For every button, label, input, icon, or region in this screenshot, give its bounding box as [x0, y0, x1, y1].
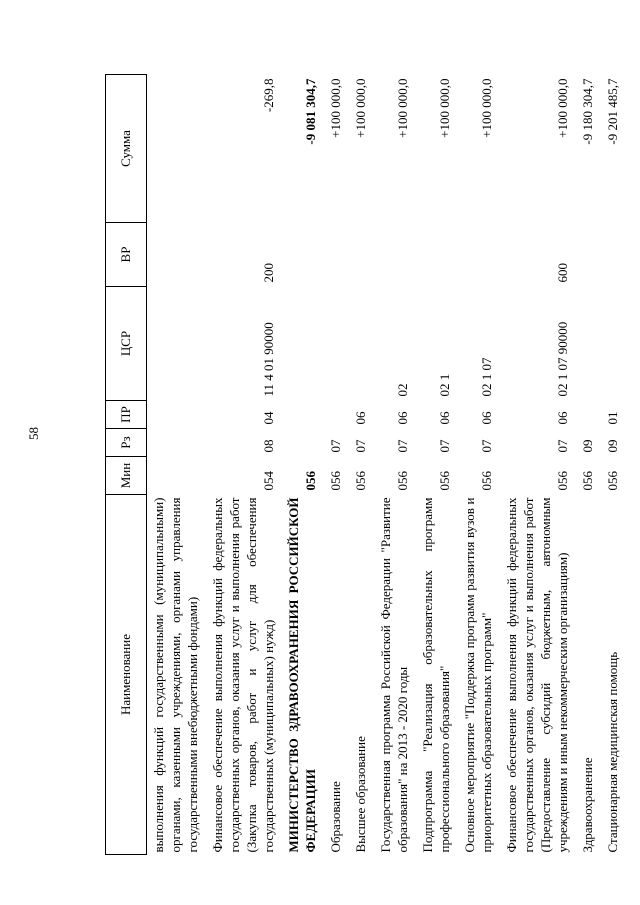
cell-vr: [282, 223, 324, 287]
cell-min: [147, 457, 207, 495]
cell-rz: 07: [437, 439, 452, 453]
rotated-page: [105, 75, 620, 855]
cell-rz: 09: [605, 439, 620, 453]
cell-csr: 02 1 07: [479, 357, 494, 397]
cell-sum: -9 180 304,7: [580, 78, 595, 145]
cell-rz: 07: [328, 439, 343, 453]
table-row: [282, 75, 324, 855]
table-row: [324, 75, 349, 855]
cell-pr: [147, 401, 207, 429]
cell-vr: [324, 223, 349, 287]
cell-pr: 06: [555, 411, 570, 425]
cell-pr: 06: [353, 411, 368, 425]
cell-min: 054: [261, 471, 276, 491]
cell-vr: [576, 223, 601, 287]
cell-rz: 09: [580, 439, 595, 453]
cell-sum: +100 000,0: [555, 78, 570, 138]
cell-name: Государственная программа Российской Федерации "Развитие образования" на 2013 - 2020 годы: [378, 497, 410, 853]
cell-sum: +100 000,0: [328, 78, 343, 138]
cell-min: 056: [395, 471, 410, 491]
cell-name: Образование: [328, 781, 343, 853]
cell-pr: 04: [261, 411, 276, 425]
cell-vr: 600: [555, 263, 570, 283]
cell-rz: 07: [395, 439, 410, 453]
cell-sum: [147, 75, 207, 223]
budget-table: [105, 74, 626, 855]
cell-name: Подпрограмма "Реализация образовательных программ профессионального образования": [420, 497, 452, 853]
cell-sum: -9 081 304,7: [303, 78, 318, 145]
cell-vr: [147, 223, 207, 287]
table-row: [601, 75, 626, 855]
cell-vr: [416, 223, 458, 287]
cell-csr: [576, 287, 601, 401]
cell-csr: 11 4 01 90000: [261, 322, 276, 397]
cell-vr: [458, 223, 500, 287]
cell-min: 056: [303, 471, 318, 491]
header-rz: Рз: [106, 429, 147, 457]
cell-sum: -269,8: [261, 78, 276, 113]
cell-vr: [349, 223, 374, 287]
cell-min: 056: [437, 471, 452, 491]
cell-csr: [349, 287, 374, 401]
cell-pr: [324, 401, 349, 429]
cell-min: 056: [580, 471, 595, 491]
cell-csr: 02 1 07 90000: [555, 321, 570, 397]
cell-pr: 06: [479, 411, 494, 425]
table-row: [576, 75, 601, 855]
cell-csr: 02 1: [437, 373, 452, 397]
cell-min: 056: [328, 471, 343, 491]
cell-pr: [282, 401, 324, 429]
cell-sum: +100 000,0: [353, 78, 368, 138]
cell-name: Здравоохранение: [580, 757, 595, 853]
cell-rz: 07: [555, 439, 570, 453]
cell-vr: 200: [261, 263, 276, 283]
table-row: [458, 75, 500, 855]
cell-name: Стационарная медицинская помощь: [605, 651, 620, 853]
cell-min: 056: [605, 471, 620, 491]
cell-rz: [282, 429, 324, 457]
cell-sum: +100 000,0: [395, 78, 410, 138]
header-vr: ВР: [106, 223, 147, 287]
table-row: [500, 75, 576, 855]
header-sum: Сумма: [106, 75, 147, 223]
cell-pr: [576, 401, 601, 429]
cell-vr: [601, 223, 626, 287]
cell-rz: 07: [479, 439, 494, 453]
cell-csr: [324, 287, 349, 401]
cell-min: 056: [353, 471, 368, 491]
cell-name: выполнения функций государственными (муниципальными) органами, казенными учреждениями, органами управления государственными внебюджетными фондами): [151, 497, 200, 853]
cell-name: Финансовое обеспечение выполнения функций федеральных государственных органов, оказания услуг и выполнения работ (Предоставление субсидий бюджетным, автономным учреждениям и иным некоммерческим организациям): [504, 497, 570, 853]
table-row: [206, 75, 282, 855]
header-pr: ПР: [106, 401, 147, 429]
cell-csr: [601, 287, 626, 401]
cell-rz: [147, 429, 207, 457]
cell-name: МИНИСТЕРСТВО ЗДРАВООХРАНЕНИЯ РОССИЙСКОЙ ФЕДЕРАЦИИ: [286, 497, 318, 853]
cell-sum: +100 000,0: [479, 78, 494, 138]
cell-vr: [374, 223, 416, 287]
table-body: [147, 75, 627, 855]
cell-pr: 06: [437, 411, 452, 425]
cell-sum: +100 000,0: [437, 78, 452, 138]
cell-sum: -9 201 485,7: [605, 78, 620, 145]
header-csr: ЦСР: [106, 287, 147, 401]
page-number: 58: [26, 427, 41, 440]
cell-name: Высшее образование: [353, 736, 368, 853]
cell-name: Основное мероприятие "Поддержка программ развития вузов и приоритетных образовательных программ": [462, 497, 494, 853]
cell-min: 056: [555, 471, 570, 491]
table-row: [349, 75, 374, 855]
cell-rz: 07: [353, 439, 368, 453]
cell-pr: 06: [395, 411, 410, 425]
table-row: [147, 75, 207, 855]
cell-min: 056: [479, 471, 494, 491]
cell-csr: [282, 287, 324, 401]
table-row: [416, 75, 458, 855]
cell-name: Финансовое обеспечение выполнения функций федеральных государственных органов, оказания услуг и выполнения работ (Закупка товаров, работ и услуг для обеспечения государственных (муниципальных) нужд): [210, 497, 276, 853]
cell-csr: 02: [395, 383, 410, 397]
cell-rz: 08: [261, 439, 276, 453]
header-min: Мин: [106, 457, 147, 495]
cell-pr: 01: [605, 411, 620, 425]
table-header: [106, 75, 147, 855]
table-row: [374, 75, 416, 855]
header-name: Наименование: [106, 495, 147, 855]
cell-csr: [147, 287, 207, 401]
